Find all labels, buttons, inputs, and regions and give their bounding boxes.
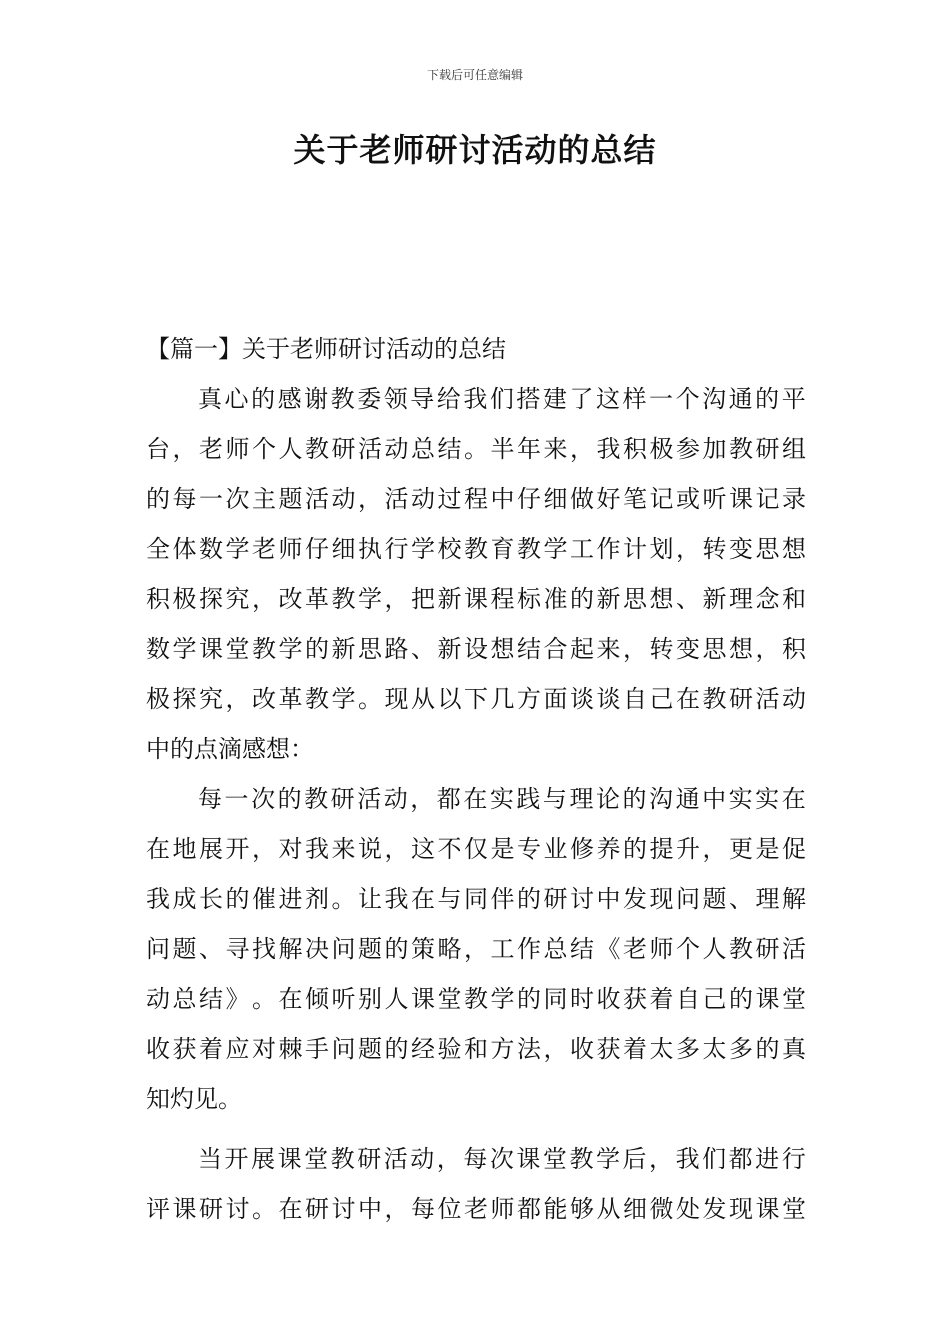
section-heading: 【篇一】关于老师研讨活动的总结 xyxy=(146,335,506,363)
text-line: 积 极 探 究 ， 改 革 教 学 ， 把 新 课 程 标 准 的 新 思 想 、 新 理 念 和 xyxy=(146,585,806,613)
text-line: 问 题 、 寻 找 解 决 问 题 的 策 略 ， 工 作 总 结 《 老 师 个 人 教 研 活 xyxy=(146,935,806,963)
text-line: 我 成 长 的 催 进 剂 。 让 我 在 与 同 伴 的 研 讨 中 发 现 问 题 、 理 解 xyxy=(146,885,806,913)
page-header-note: 下载后可任意编辑 xyxy=(426,68,523,82)
text-line: 收 获 着 应 对 棘 手 问 题 的 经 验 和 方 法 ， 收 获 着 太 多 太 多 的 真 xyxy=(146,1035,806,1063)
text-line: 台 ， 老 师 个 人 教 研 活 动 总 结 。 半 年 来 ， 我 积 极 参 加 教 研 组 xyxy=(146,435,806,463)
text-line: 真 心 的 感 谢 教 委 领 导 给 我 们 搭 建 了 这 样 一 个 沟 通 的 平 xyxy=(198,385,806,413)
paragraph-2 xyxy=(146,774,806,1124)
paragraph-1 xyxy=(146,374,806,774)
paragraph-3 xyxy=(146,1134,806,1234)
text-line: 极 探 究 ， 改 革 教 学 。 现 从 以 下 几 方 面 谈 谈 自 己 在 教 研 活 动 xyxy=(146,685,806,713)
text-line: 数 学 课 堂 教 学 的 新 思 路 、 新 设 想 结 合 起 来 ， 转 变 思 想 ， 积 xyxy=(146,635,806,663)
text-line: 每 一 次 的 教 研 活 动 ， 都 在 实 践 与 理 论 的 沟 通 中 实 实 在 xyxy=(198,785,806,813)
text-line: 当 开 展 课 堂 教 研 活 动 ， 每 次 课 堂 教 学 后 ， 我 们 都 进 行 xyxy=(198,1145,806,1173)
document-title: 关于老师研讨活动的总结 xyxy=(293,131,657,169)
text-line: 中的点滴感想： xyxy=(146,735,314,763)
text-line: 评 课 研 讨 。 在 研 讨 中 ， 每 位 老 师 都 能 够 从 细 微 处 发 现 课 堂 xyxy=(146,1195,806,1223)
text-line: 动 总 结 》 。 在 倾 听 别 人 课 堂 教 学 的 同 时 收 获 着 自 己 的 课 堂 xyxy=(146,985,806,1013)
text-line: 在 地 展 开 ， 对 我 来 说 ， 这 不 仅 是 专 业 修 养 的 提 升 ， 更 是 促 xyxy=(146,835,806,863)
document-body xyxy=(146,324,806,1234)
text-line: 全 体 数 学 老 师 仔 细 执 行 学 校 教 育 教 学 工 作 计 划 ， 转 变 思 想 xyxy=(146,535,806,563)
text-line: 知灼见。 xyxy=(146,1085,242,1113)
paragraph-spacer xyxy=(146,1124,806,1134)
text-line: 的 每 一 次 主 题 活 动 ， 活 动 过 程 中 仔 细 做 好 笔 记 或 听 课 记 录 xyxy=(146,485,806,513)
